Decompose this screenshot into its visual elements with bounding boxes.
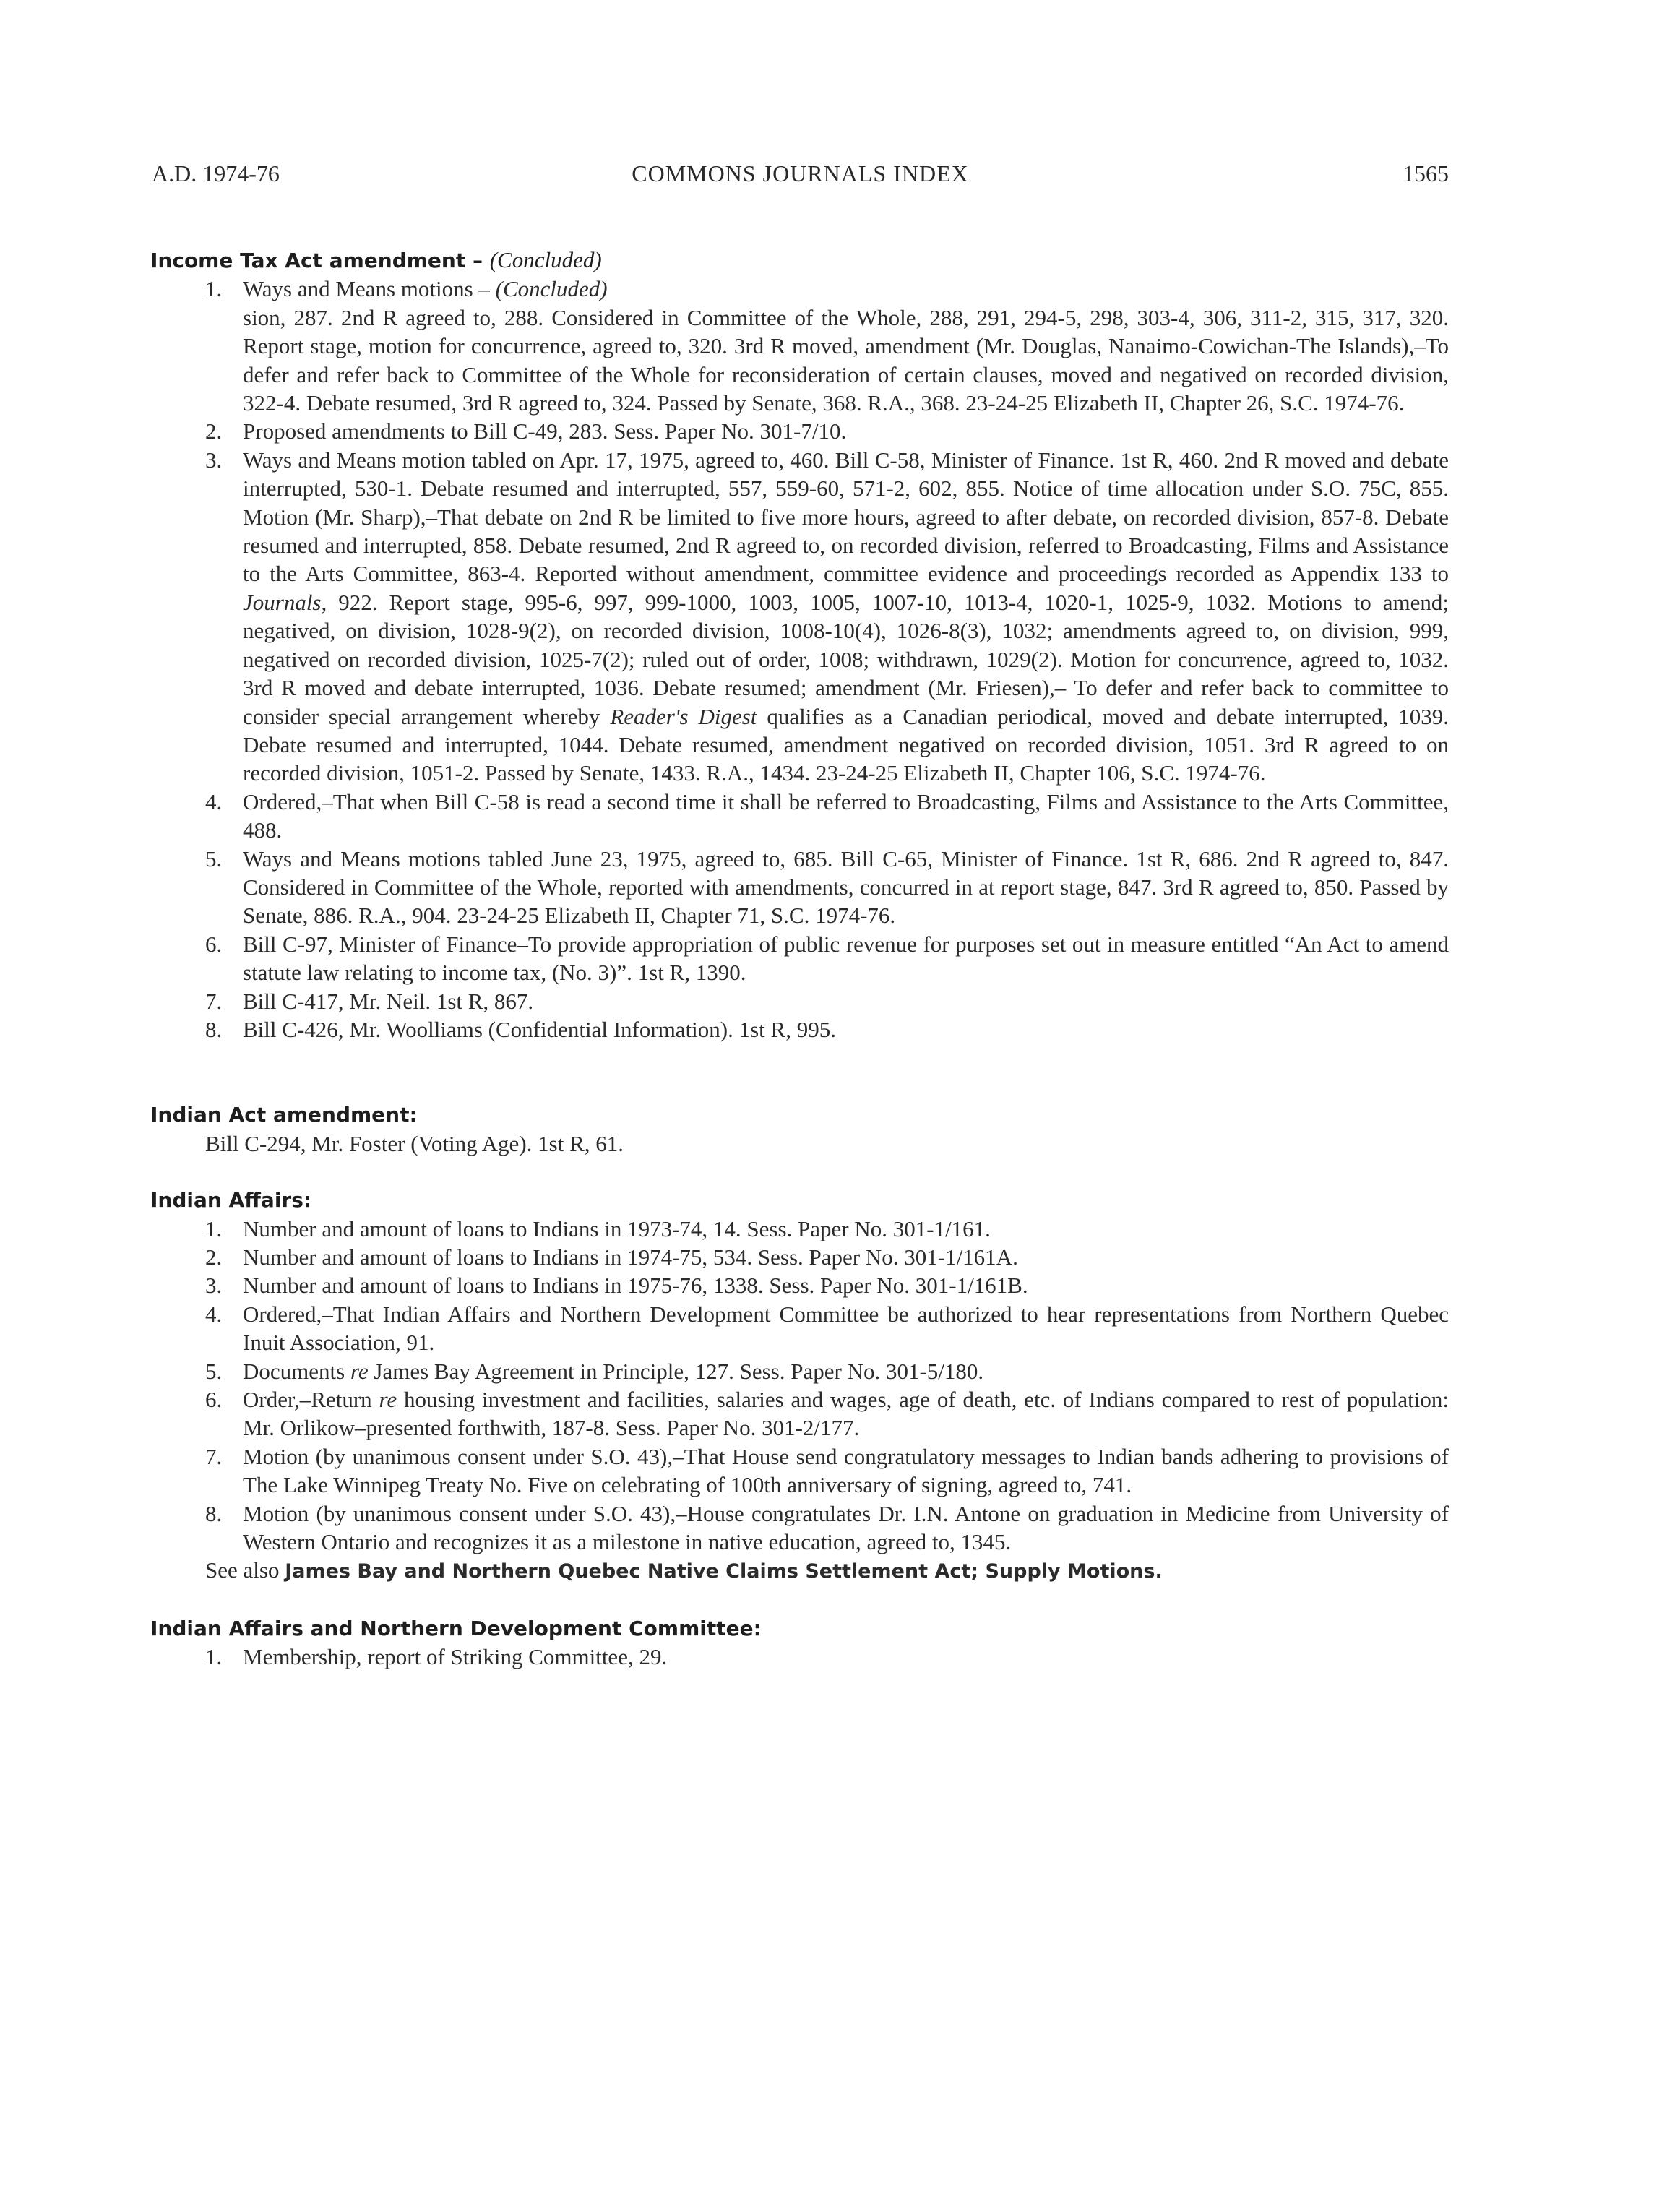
list-item: 2. Number and amount of loans to Indians in 1974-75, 534. Sess. Paper No. 301-1/161A.	[205, 1244, 1018, 1270]
section-heading-income-tax: Income Tax Act amendment – (Concluded)	[150, 247, 602, 272]
list-item: 6. Order,–Return re housing investment and facilities, salaries and wages, age of death, etc. of Indians compared to rest of population: Mr. Orlikow–presented forthwith, 187-8. Sess. Paper No. 301-2/177.	[205, 1387, 1449, 1441]
indian-affairs-entries	[150, 1215, 1449, 1557]
spacer	[150, 1043, 1449, 1101]
committee-entries	[150, 1643, 1449, 1671]
list-item: 4. Ordered,–That Indian Affairs and Northern Development Committee be authorized to hear representations from Northern Quebec Inuit Association, 91.	[205, 1301, 1449, 1356]
list-item: 2. Proposed amendments to Bill C-49, 283. Sess. Paper No. 301-7/10.	[205, 418, 847, 444]
list-item: 7. Bill C-417, Mr. Neil. 1st R, 867.	[205, 988, 534, 1014]
spacer	[150, 1158, 1449, 1186]
list-item: 6. Bill C-97, Minister of Finance–To provide appropriation of public revenue for purposes set out in measure entitled “An Act to amend statute law relating to income tax, (No. 3)”. 1st R, 1390.	[205, 931, 1449, 986]
section-heading-indian-act: Indian Act amendment:	[150, 1103, 418, 1127]
list-item: 1. Membership, report of Striking Committee, 29.	[205, 1644, 668, 1670]
list-item: 8. Bill C-426, Mr. Woolliams (Confidential Information). 1st R, 995.	[205, 1016, 836, 1042]
income-tax-entries	[150, 275, 1449, 1043]
list-item: 3. Number and amount of loans to Indians in 1975-76, 1338. Sess. Paper No. 301-1/161B.	[205, 1273, 1028, 1299]
list-item: 5. Documents re James Bay Agreement in Principle, 127. Sess. Paper No. 301-5/180.	[205, 1358, 984, 1384]
see-also-refs: James Bay and Northern Quebec Native Claims Settlement Act; Supply Motions.	[285, 1560, 1163, 1583]
index-content	[150, 246, 1449, 1671]
header-years: A.D. 1974-76	[152, 160, 280, 186]
section-heading-indian-affairs: Indian Affairs:	[150, 1188, 312, 1213]
list-item: 4. Ordered,–That when Bill C-58 is read a second time it shall be referred to Broadcasting, Films and Assistance to the Arts Committee, 488.	[205, 788, 1449, 843]
list-item: 5. Ways and Means motions tabled June 23, 1975, agreed to, 685. Bill C-65, Minister of Finance. 1st R, 686. 2nd R agreed to, 847. Considered in Committee of the Whole, reported with amendments, concurred in at report stage, 847. 3rd R agreed to, 850. Passed by Senate, 886. R.A., 904. 23-24-25 Elizabeth II, Chapter 71, S.C. 1974-76.	[205, 845, 1449, 929]
see-also	[150, 1556, 1449, 1585]
list-item: 3. Ways and Means motion tabled on Apr. 17, 1975, agreed to, 460. Bill C-58, Minister of Finance. 1st R, 460. 2nd R moved and debate interrupted, 530-1. Debate resumed and interrupted, 557, 559-60, 571-2, 602, 855. Notice of time allocation under S.O. 75C, 855. Motion (Mr. Sharp),–That debate on 2nd R be limited to five more hours, agreed to after debate, on recorded division, 857-8. Debate resumed and interrupted, 858. Debate resumed, 2nd R agreed to, on recorded division, referred to Broadcasting, Films and Assistance to the Arts Committee, 863-4. Reported without amendment, committee evidence and proceedings recorded as Appendix 133 to Journals, 922. Report stage, 995-6, 997, 999-1000, 1003, 1005, 1007-10, 1013-4, 1020-1, 1025-9, 1032. Motions to amend; negatived, on division, 1028-9(2), on recorded division, 1008-10(4), 1026-8(3), 1032; amendments agreed to, on division, 999, negatived on recorded division, 1025-7(2); ruled out of order, 1008; withdrawn, 1029(2). Motion for concurrence, agreed to, 1032. 3rd R moved and debate interrupted, 1036. Debate resumed; amendment (Mr. Friesen),– To defer and refer back to committee to consider special arrangement whereby Reader's Digest qualifies as a Canadian periodical, moved and debate interrupted, 1039. Debate resumed and interrupted, 1044. Debate resumed, amendment negatived on recorded division, 1051. 3rd R agreed to on recorded division, 1051-2. Passed by Senate, 1433. R.A., 1434. 23-24-25 Elizabeth II, Chapter 106, S.C. 1974-76.	[205, 447, 1449, 786]
page-number: 1565	[1403, 160, 1449, 186]
running-head	[152, 160, 1449, 197]
spacer	[150, 1586, 1449, 1614]
header-title: COMMONS JOURNALS INDEX	[632, 160, 969, 186]
list-item: 7. Motion (by unanimous consent under S.O. 43),–That House send congratulatory messages to Indian bands adhering to provisions of The Lake Winnipeg Treaty No. Five on celebrating of 100th anniversary of signing, agreed to, 741.	[205, 1443, 1449, 1498]
indian-act-entry: Bill C-294, Mr. Foster (Voting Age). 1st R, 61.	[205, 1130, 624, 1156]
list-item: 1. Ways and Means motions – (Concluded) sion, 287. 2nd R agreed to, 288. Considered in Committee of the Whole, 288, 291, 294-5, 298, 303-4, 306, 311-2, 315, 317, 320. Report stage, motion for concurrence, agreed to, 320. 3rd R moved, amendment (Mr. Douglas, Nanaimo-Cowichan-The Islands),–To defer and refer back to Committee of the Whole for reconsideration of certain clauses, moved and negatived on recorded division, 322-4. Debate resumed, 3rd R agreed to, 324. Passed by Senate, 368. R.A., 368. 23-24-25 Elizabeth II, Chapter 26, S.C. 1974-76.	[205, 276, 1449, 416]
concluded-label: (Concluded)	[489, 247, 602, 272]
section-heading-indian-affairs-committee: Indian Affairs and Northern Development Committee:	[150, 1616, 762, 1640]
list-item: 8. Motion (by unanimous consent under S.O. 43),–House congratulates Dr. I.N. Antone on graduation in Medicine from University of Western Ontario and recognizes it as a milestone in native education, agreed to, 1345.	[205, 1500, 1449, 1555]
list-item: 1. Number and amount of loans to Indians in 1973-74, 14. Sess. Paper No. 301-1/161.	[205, 1215, 991, 1241]
see-also-prefix: See also	[205, 1557, 280, 1583]
